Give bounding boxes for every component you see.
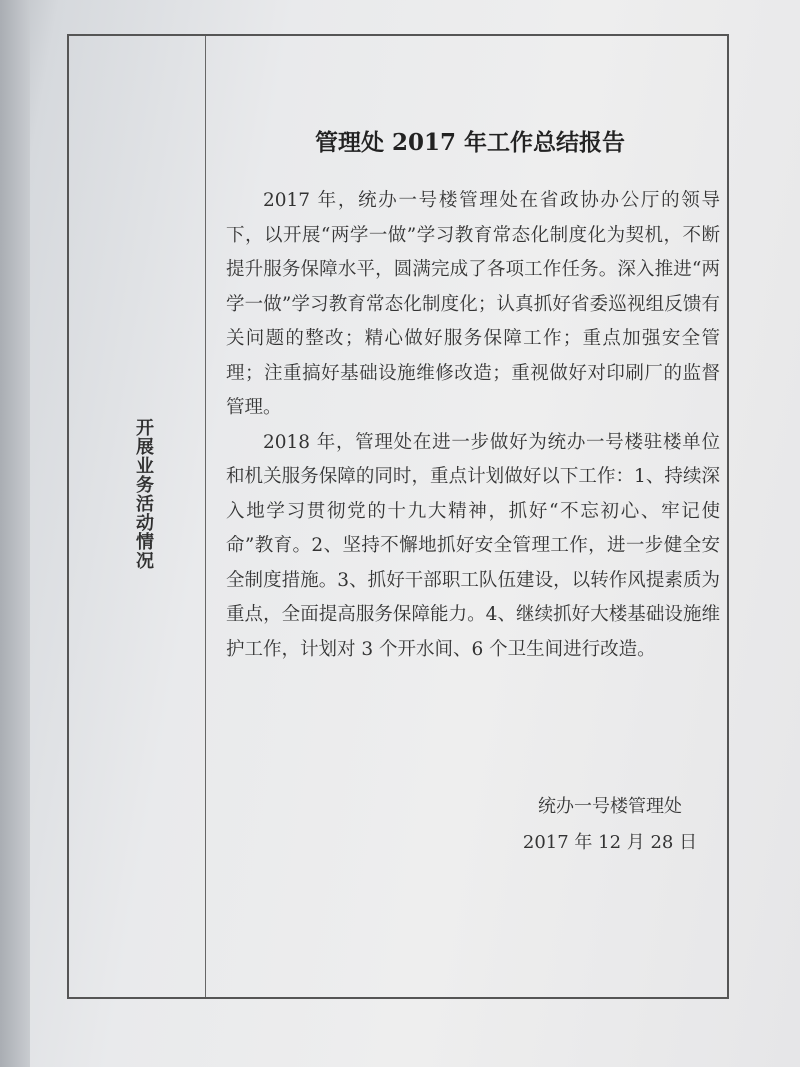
signature-organization: 统办一号楼管理处 [538,796,682,817]
side-label: 开展业务活动情况 [133,418,154,570]
paragraph: 2017 年，统办一号楼管理处在省政协办公厅的领导下，以开展“两学一做”学习教育常态化制度化为契机，不断提升服务保障水平，圆满完成了各项工作任务。深入推进“两学一做”学习教育常态化制度化；认真抓好省委巡视组反馈有关问题的整改；精心做好服务保障工作；重点加强安全管理；注重搞好基础设施维修改造；重视做好对印刷厂的监督管理。 [226,190,720,418]
signature-date: 2017 年 12 月 28 日 [522,832,698,853]
document-title: 管理处 2017 年工作总结报告 [314,129,626,156]
column-divider [205,36,206,997]
page-edge-shadow [0,0,30,1067]
paragraph: 2018 年，管理处在进一步做好为统办一号楼驻楼单位和机关服务保障的同时，重点计划做好以下工作：1、持续深入地学习贯彻党的十九大精神，抓好“不忘初心、牢记使命”教育。2、坚持不懈地抓好安全管理工作，进一步健全安全制度措施。3、抓好干部职工队伍建设，以转作风提素质为重点，全面提高服务保障能力。4、继续抓好大楼基础设施维护工作，计划对 3 个开水间、6 个卫生间进行改造。 [226,431,720,660]
document-body [226,184,720,667]
